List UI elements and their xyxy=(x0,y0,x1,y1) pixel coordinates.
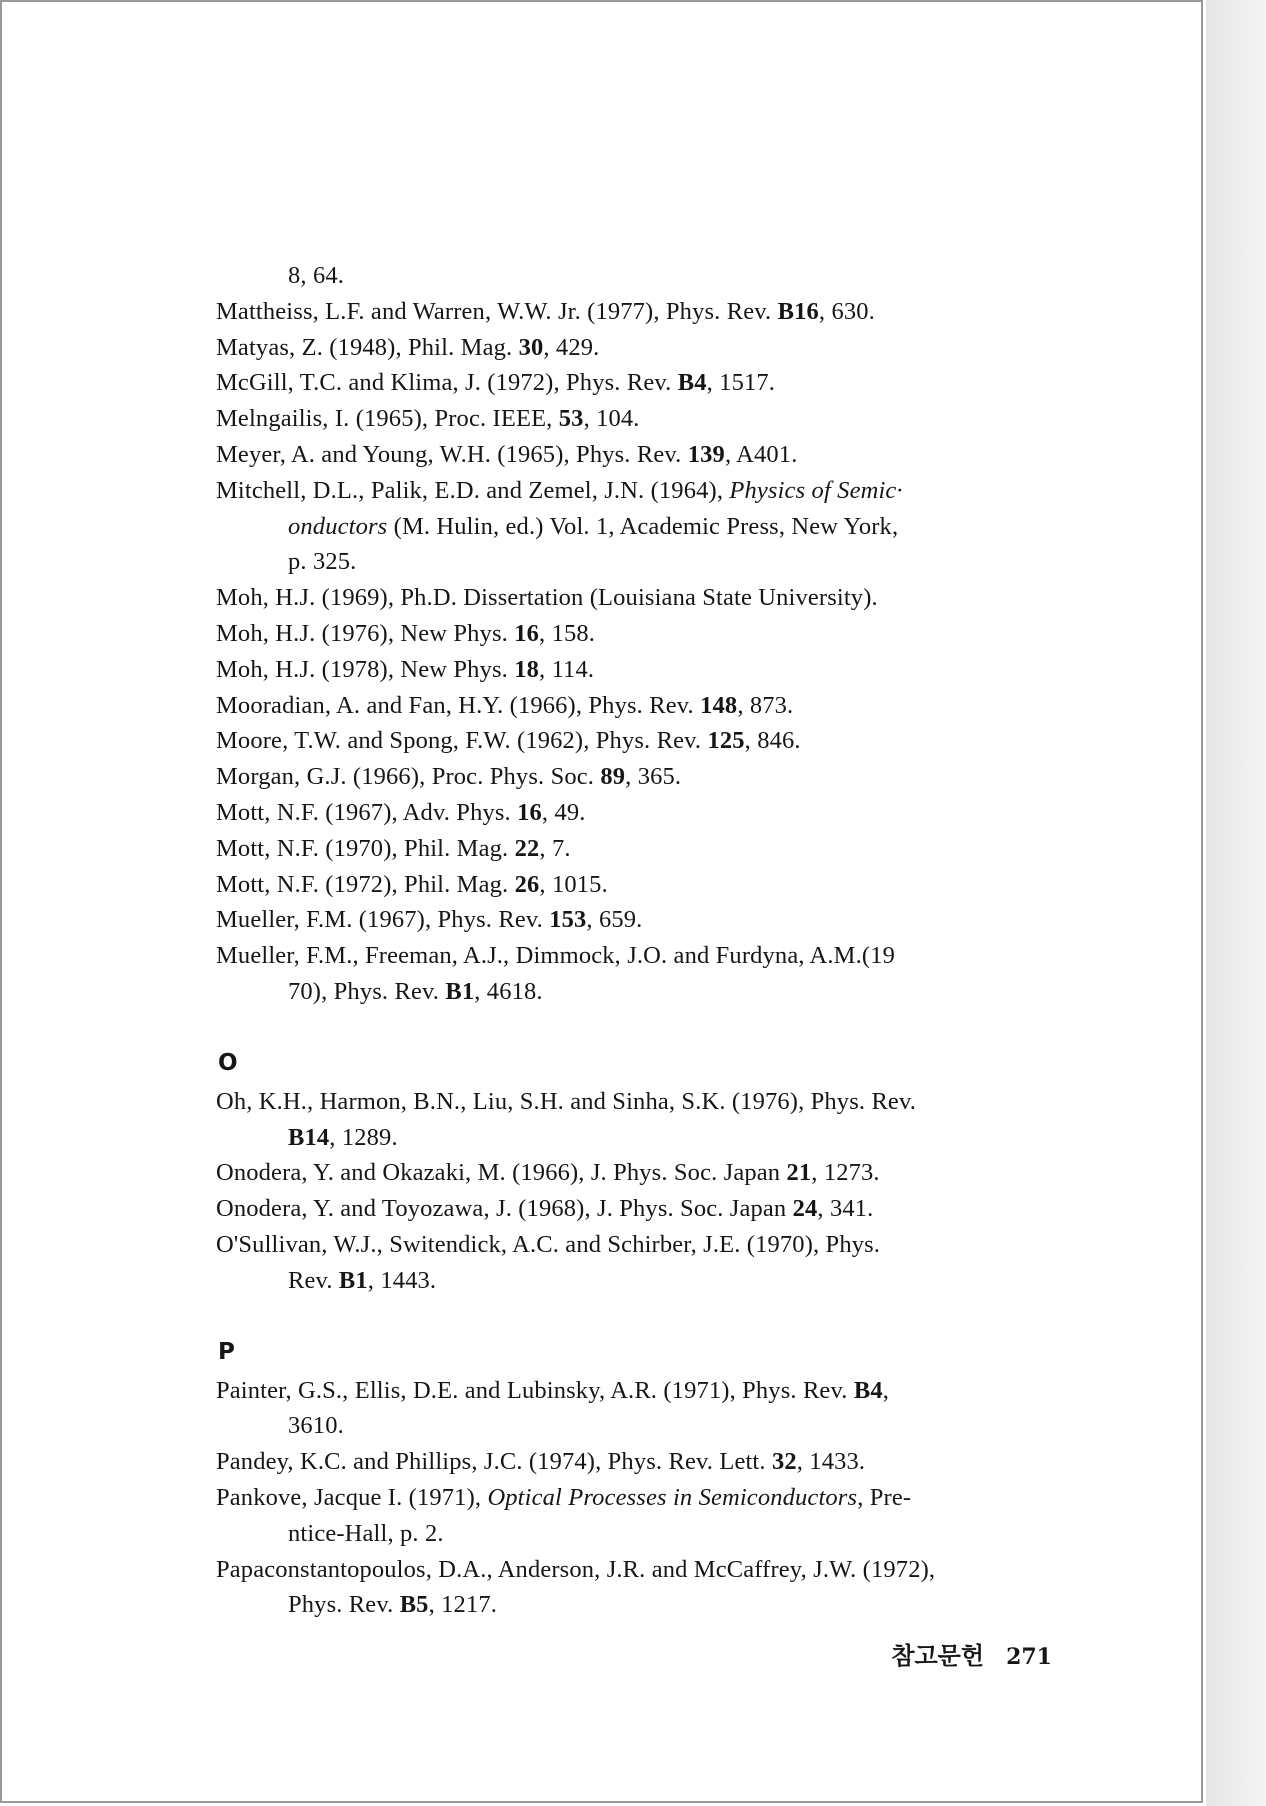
reference-item-continuation: 3610. xyxy=(288,1412,344,1440)
reference-item-continuation: p. 325. xyxy=(288,548,357,576)
reference-item: Mitchell, D.L., Palik, E.D. and Zemel, J.N. (1964), Physics of Semic· xyxy=(216,476,903,504)
reference-item: Moh, H.J. (1978), New Phys. 18, 114. xyxy=(216,655,595,683)
reference-item: Pandey, K.C. and Phillips, J.C. (1974), Phys. Rev. Lett. 32, 1433. xyxy=(216,1448,866,1476)
reference-item: Painter, G.S., Ellis, D.E. and Lubinsky, A.R. (1971), Phys. Rev. B4, xyxy=(216,1376,890,1404)
reference-item: Mueller, F.M. (1967), Phys. Rev. 153, 659. xyxy=(216,906,643,934)
reference-list xyxy=(216,258,1076,1623)
reference-item-continuation: onductors (M. Hulin, ed.) Vol. 1, Academic Press, New York, xyxy=(288,512,899,540)
reference-item: Meyer, A. and Young, W.H. (1965), Phys. Rev. 139, A401. xyxy=(216,440,798,468)
section-heading-o: O xyxy=(218,1049,238,1076)
reference-item-continuation: 70), Phys. Rev. B1, 4618. xyxy=(288,977,543,1005)
page-footer xyxy=(891,1636,1052,1671)
reference-item: McGill, T.C. and Klima, J. (1972), Phys. Rev. B4, 1517. xyxy=(216,369,776,397)
reference-item: Onodera, Y. and Toyozawa, J. (1968), J. Phys. Soc. Japan 24, 341. xyxy=(216,1195,874,1223)
reference-continuation: 8, 64. xyxy=(288,262,345,289)
reference-item: Papaconstantopoulos, D.A., Anderson, J.R. and McCaffrey, J.W. (1972), xyxy=(216,1555,936,1583)
reference-item: Moh, H.J. (1976), New Phys. 16, 158. xyxy=(216,619,596,647)
references-m-group-2 xyxy=(216,580,1076,938)
reference-item-continuation: Rev. B1, 1443. xyxy=(288,1266,437,1294)
reference-item: Oh, K.H., Harmon, B.N., Liu, S.H. and Sinha, S.K. (1976), Phys. Rev. xyxy=(216,1087,917,1115)
reference-item: Morgan, G.J. (1966), Proc. Phys. Soc. 89, 365. xyxy=(216,763,682,791)
reference-item: Mattheiss, L.F. and Warren, W.W. Jr. (1977), Phys. Rev. B16, 630. xyxy=(216,297,875,325)
reference-item: Mott, N.F. (1970), Phil. Mag. 22, 7. xyxy=(216,834,571,862)
viewer-gutter xyxy=(1206,0,1266,1806)
reference-item: Matyas, Z. (1948), Phil. Mag. 30, 429. xyxy=(216,333,600,361)
reference-item: Moore, T.W. and Spong, F.W. (1962), Phys. Rev. 125, 846. xyxy=(216,727,801,755)
reference-item-continuation: Phys. Rev. B5, 1217. xyxy=(288,1591,498,1619)
reference-item-continuation: ntice-Hall, p. 2. xyxy=(288,1519,444,1547)
references-m-group-1 xyxy=(216,294,1076,473)
reference-item: Mooradian, A. and Fan, H.Y. (1966), Phys. Rev. 148, 873. xyxy=(216,691,794,719)
page-number: 271 xyxy=(1006,1644,1052,1670)
reference-item-continuation: B14, 1289. xyxy=(288,1123,398,1151)
reference-item: O'Sullivan, W.J., Switendick, A.C. and Schirber, J.E. (1970), Phys. xyxy=(216,1230,881,1258)
reference-item: Mott, N.F. (1972), Phil. Mag. 26, 1015. xyxy=(216,870,608,898)
running-title: 참고문헌 xyxy=(891,1641,985,1670)
reference-item: Mott, N.F. (1967), Adv. Phys. 16, 49. xyxy=(216,798,586,826)
reference-item: Moh, H.J. (1969), Ph.D. Dissertation (Louisiana State University). xyxy=(216,584,878,612)
reference-item: Onodera, Y. and Okazaki, M. (1966), J. Phys. Soc. Japan 21, 1273. xyxy=(216,1159,880,1187)
reference-item: Melngailis, I. (1965), Proc. IEEE, 53, 104. xyxy=(216,405,640,433)
reference-item: Pankove, Jacque I. (1971), Optical Processes in Semiconductors, Pre- xyxy=(216,1483,912,1511)
reference-item: Mueller, F.M., Freeman, A.J., Dimmock, J.O. and Furdyna, A.M.(19 xyxy=(216,942,895,970)
section-heading-p: P xyxy=(218,1338,236,1365)
